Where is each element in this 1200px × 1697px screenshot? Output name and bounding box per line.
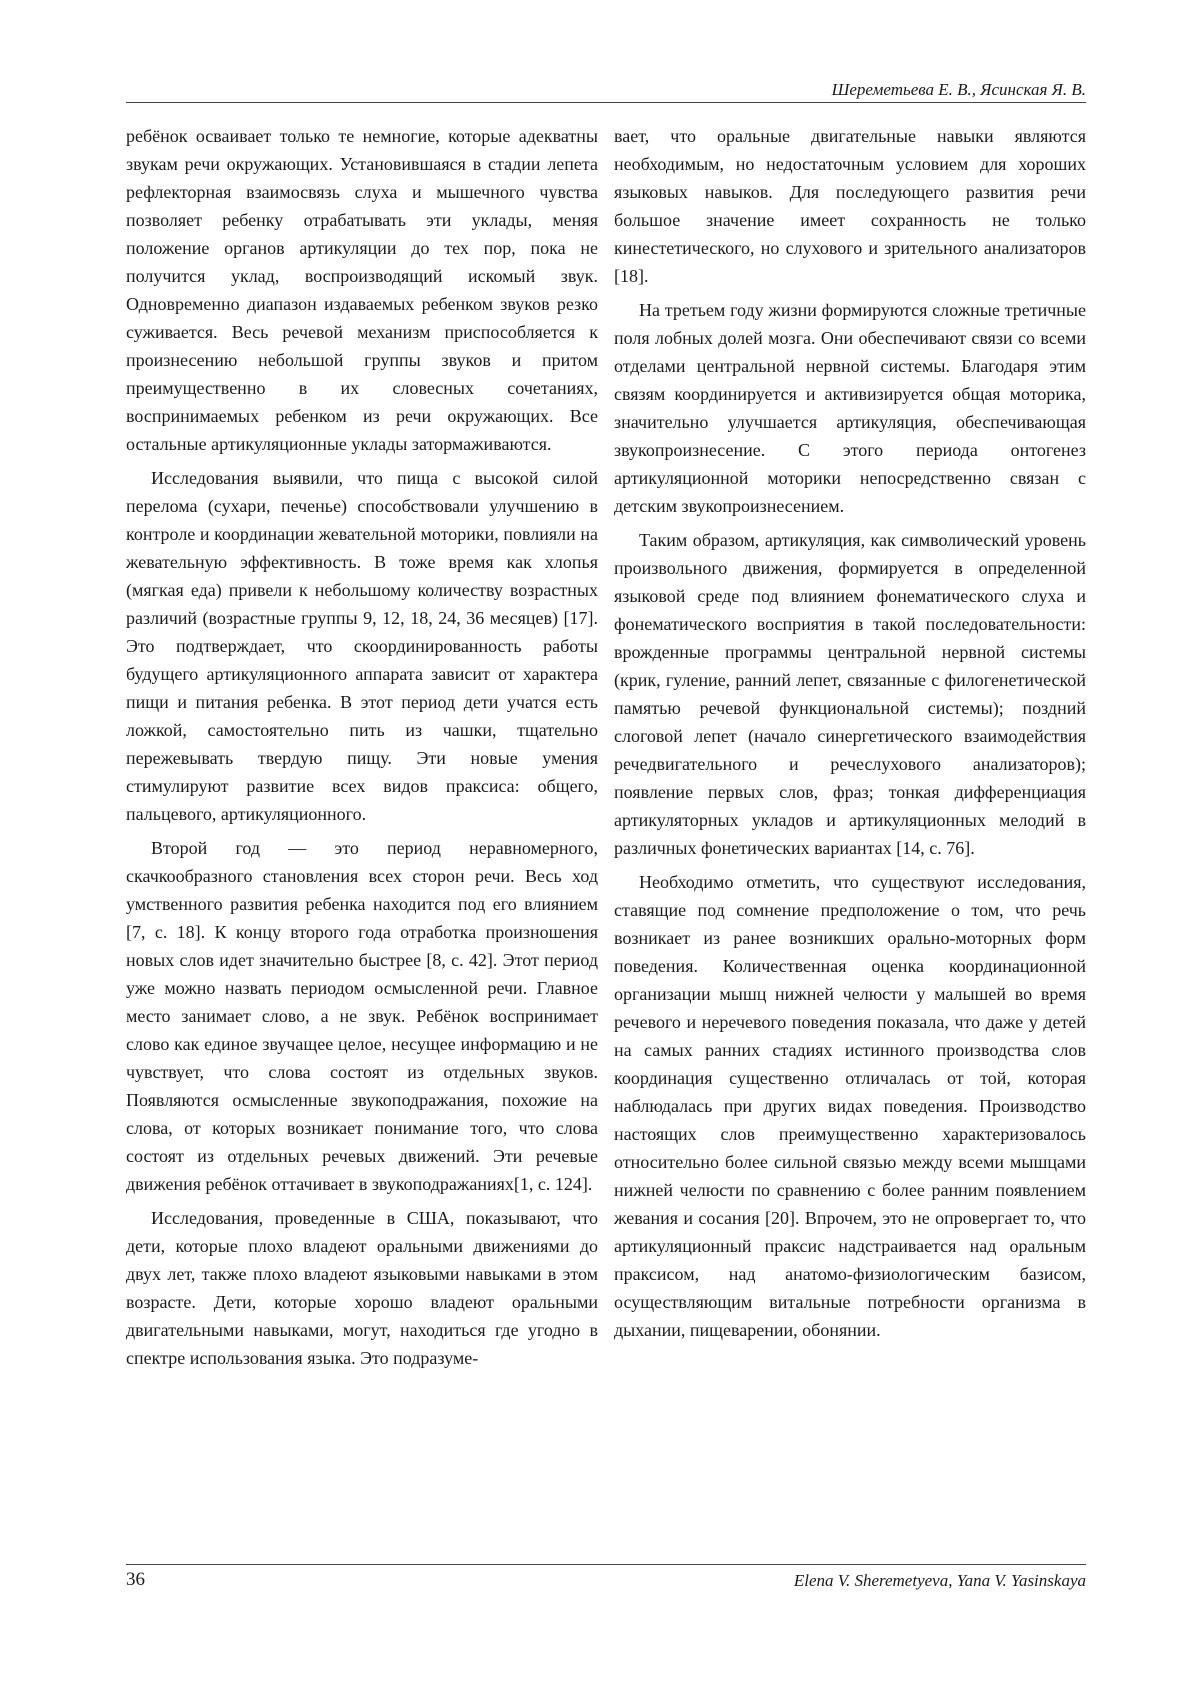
footer-rule	[126, 1564, 1086, 1565]
paragraph: Второй год — это период неравномерного, скачкообразного становления всех сторон речи. Весь ход умственного развития ребенка находится под его влиянием [7, с. 18]. К концу второго года отработка произношения новых слов идет значительно быстрее [8, с. 42]. Этот период уже можно назвать периодом осмысленной речи. Главное место занимает слово, а не звук. Ребёнок воспринимает слово как единое звучащее целое, несущее информацию и не чувствует, что слова состоят из отдельных звуков. Появляются осмысленные звукоподражания, похожие на слова, от которых возникает понимание того, что слова состоят из отдельных речевых движений. Эти речевые движения ребёнок оттачивает в звукоподражаниях[1, с. 124].	[126, 838, 598, 1194]
paragraph: Исследования выявили, что пища с высокой силой перелома (сухари, печенье) способствовали улучшению в контроле и координации жевательной моторики, повлияли на жевательную эффективность. В тоже время как хлопья (мягкая еда) привели к небольшому количеству возрастных различий (возрастные группы 9, 12, 18, 24, 36 месяцев) [17]. Это подтверждает, что скоординированность работы будущего артикуляционного аппарата зависит от характера пищи и питания ребенка. В этот период дети учатся есть ложкой, самостоятельно пить из чашки, тщательно пережевывать твердую пищу. Эти новые умения стимулируют развитие всех видов праксиса: общего, пальцевого, артикуляционного.	[126, 468, 598, 824]
page-number: 36	[126, 1569, 145, 1590]
paragraph: ребёнок осваивает только те немногие, которые адекватны звукам речи окружающих. Установившаяся в стадии лепета рефлекторная взаимосвязь слуха и мышечного чувства позволяет ребенку отрабатывать эти уклады, меняя положение органов артикуляции до тех пор, пока не получится уклад, воспроизводящий искомый звук. Одновременно диапазон издаваемых ребенком звуков резко суживается. Весь речевой механизм приспособляется к произнесению небольшой группы звуков и притом преимущественно в их словесных сочетаниях, воспринимаемых ребенком из речи окружающих. Все остальные артикуляционные уклады затормаживаются.	[126, 126, 598, 454]
paragraph: Исследования, проведенные в США, показывают, что дети, которые плохо владеют оральными движениями до двух лет, также плохо владеют языковыми навыками в этом возрасте. Дети, которые хорошо владеют оральными двигательными навыками, могут, находиться где угодно в спектре использования языка. Это подразуме-	[126, 1208, 598, 1368]
running-head-authors: Шереметьева Е. В., Ясинская Я. В.	[831, 80, 1086, 99]
running-head	[126, 80, 1086, 103]
footer-authors: Elena V. Sheremetyeva, Yana V. Yasinskaya	[793, 1571, 1086, 1590]
left-column	[126, 122, 598, 1378]
paragraph: На третьем году жизни формируются сложные третичные поля лобных долей мозга. Они обеспечивают связи со всеми отделами центральной нервной системы. Благодаря этим связям координируется и активизируется общая моторика, значительно улучшается артикуляция, обеспечивающая звукопроизнесение. С этого периода онтогенез артикуляционной моторики непосредственно связан с детским звукопроизнесением.	[614, 300, 1086, 516]
right-column	[614, 122, 1086, 1350]
paragraph: Таким образом, артикуляция, как символический уровень произвольного движения, формируется в определенной языковой среде под влиянием фонематического слуха и фонематического восприятия в такой последовательности: врожденные программы центральной нервной системы (крик, гуление, ранний лепет, связанные с филогенетической памятью речевой функциональной системы); поздний слоговой лепет (начало синергетического взаимодействия речедвигательного и речеслухового анализаторов); появление первых слов, фраз; тонкая дифференциация артикуляторных укладов и артикуляционных мелодий в различных фонетических вариантах [14, с. 76].	[614, 530, 1086, 858]
paragraph: вает, что оральные двигательные навыки являются необходимым, но недостаточным условием для хороших языковых навыков. Для последующего развития речи большое значение имеет сохранность не только кинестетического, но слухового и зрительного анализаторов [18].	[614, 126, 1086, 286]
paragraph: Необходимо отметить, что существуют исследования, ставящие под сомнение предположение о том, что речь возникает из ранее возникших орально-моторных форм поведения. Количественная оценка координационной организации мышц нижней челюсти у малышей во время речевого и неречевого поведения показала, что даже у детей на самых ранних стадиях истинного производства слов координация существенно отличалась от той, которая наблюдалась при других видах поведения. Производство настоящих слов преимущественно характеризовалось относительно более сильной связью между всеми мышцами нижней челюсти по сравнению с более ранним появлением жевания и сосания [20]. Впрочем, это не опровергает то, что артикуляционный праксис надстраивается над оральным праксисом, над анатомо-физиологическим базисом, осуществляющим витальные потребности организма в дыхании, пищеварении, обонянии.	[614, 872, 1086, 1340]
